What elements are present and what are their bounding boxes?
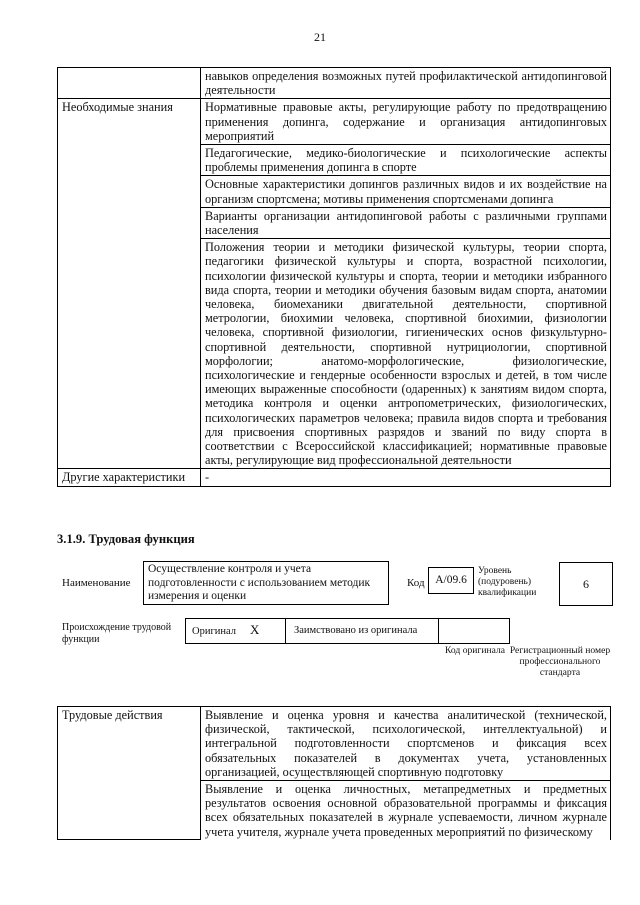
row-label: Необходимые знания bbox=[58, 99, 201, 469]
orig-code-cell bbox=[438, 618, 510, 644]
function-name-box bbox=[143, 561, 389, 605]
table-cell: Выявление и оценка уровня и качества аналитической (технической, физической, тактической, психологической, интеллектуальной) и интегральной подготовленности спортсменов и фиксация всех обязательных показателей в документах учета, установленных организацией, осуществляющей спортивную подготовку bbox=[201, 707, 611, 781]
name-label: Наименование bbox=[62, 577, 131, 589]
section-heading: 3.1.9. Трудовая функция bbox=[57, 532, 195, 546]
page-number: 21 bbox=[314, 30, 326, 44]
table-cell: Нормативные правовые акты, регулирующие работу по предотвращению применения допинга, содержание и организация антидопинговых мероприятий bbox=[201, 99, 611, 145]
table-row bbox=[58, 469, 611, 486]
code-value: A/09.6 bbox=[435, 574, 467, 586]
actions-table bbox=[57, 706, 611, 840]
reg-number-label: Регистрационный номер профессионального стандарта bbox=[509, 645, 611, 678]
code-box bbox=[428, 567, 474, 594]
row-label: Другие характеристики bbox=[58, 469, 201, 486]
row-label bbox=[58, 68, 201, 99]
row-label: Трудовые действия bbox=[58, 707, 201, 840]
origin-label: Происхождение трудовой функции bbox=[62, 622, 172, 645]
table-cell: - bbox=[201, 469, 611, 486]
borrowed-label: Заимствовано из оригинала bbox=[294, 625, 418, 636]
level-box bbox=[559, 562, 613, 606]
table-cell: Основные характеристики допингов различных видов и их воздействие на организм спортсмена; мотивы применения спортсменами допинга bbox=[201, 176, 611, 207]
table-cell: Педагогические, медико-биологические и психологические аспекты проблемы применения допинга в спорте bbox=[201, 145, 611, 176]
code-label: Код bbox=[407, 577, 425, 589]
knowledge-table bbox=[57, 67, 611, 487]
table-cell: Варианты организации антидопинговой работы с различными группами населения bbox=[201, 207, 611, 238]
table-cell: Положения теории и методики физической культуры, теории спорта, педагогики физической культуры и спорта, возрастной психологии, психологии физической культуры и спорта, теории и методики избранного вида спорта, теории и методики обучения базовым видам спорта, анатомии человека, биомеханики двигательной деятельности, спортивной метрологии, биохимии человека, спортивной биохимии, физиологии человека, спортивной физиологии, гигиенических основ физкультурно-спортивной деятельности, спортивной нутрициологии, спортивной морфологии; анатомо-морфологические, физиологические, психологические и гендерные особенности взрослых и детей, в том числе имеющих выраженные способности (одаренных) к занятиям видом спорта, методика контроля и оценки антропометрических, физиологических, психологических параметров человека; правила видов спорта и требования для присвоения спортивных разрядов и званий по виду спорта в соответствии с Всероссийской классификацией; нормативные правовые акты, регулирующие вид профессиональной деятельности bbox=[201, 239, 611, 469]
function-name: Осуществление контроля и учета подготовленности с использованием методик измерения и оценки bbox=[148, 563, 371, 602]
table-row bbox=[58, 68, 611, 99]
original-mark: X bbox=[250, 622, 260, 637]
original-label: Оригинал bbox=[192, 626, 236, 637]
level-label: Уровень (подуровень) квалификации bbox=[478, 566, 537, 599]
level-value: 6 bbox=[583, 577, 589, 591]
table-row bbox=[58, 99, 611, 145]
table-row bbox=[58, 707, 611, 781]
table-cell: навыков определения возможных путей профилактической антидопинговой деятельности bbox=[201, 68, 611, 99]
orig-code-label: Код оригинала bbox=[444, 645, 506, 656]
table-cell: Выявление и оценка личностных, метапредметных и предметных результатов освоения основной образовательной программы и фиксация всех обязательных показателей в журнале успеваемости, личном журнале учета учителя, журнале учета проведенных мероприятий по физическому bbox=[201, 781, 611, 840]
